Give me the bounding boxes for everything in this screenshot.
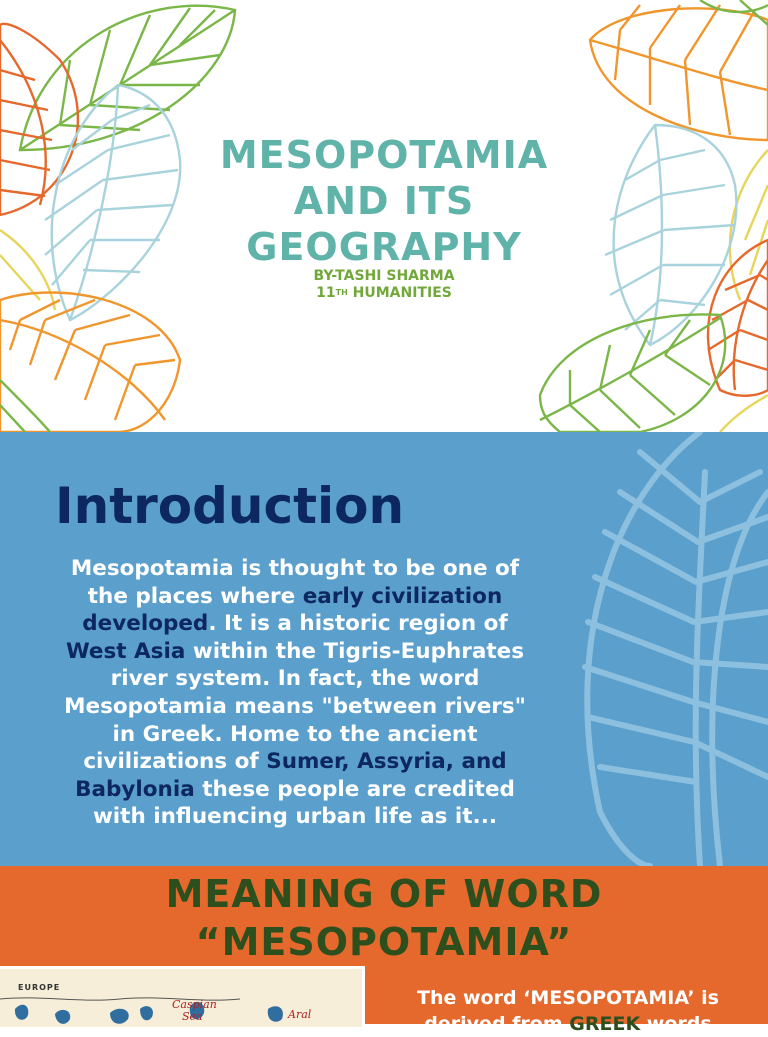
intro-text: these people are credited with influencing urban life as it... <box>92 776 515 830</box>
meaning-highlight: GREEK <box>569 1013 641 1035</box>
map-label-sea: Sea <box>182 1010 203 1023</box>
intro-highlight: West Asia <box>65 638 186 664</box>
meaning-body <box>378 985 758 1037</box>
class-superscript: TH <box>335 288 348 297</box>
meaning-text: words <box>640 1013 712 1035</box>
intro-highlight: Sumer, Assyria, and Babylonia <box>75 749 507 802</box>
meaning-heading-line: “MESOPOTAMIA” <box>195 920 573 964</box>
title-line: AND ITS <box>293 179 475 223</box>
author-name: BY-TASHI SHARMA <box>313 268 455 284</box>
presentation-title <box>184 132 584 270</box>
intro-text: Mesopotamia is thought to be one of the places where <box>70 556 520 609</box>
meaning-heading-line: MEANING OF WORD <box>165 872 603 916</box>
title-line: GEOGRAPHY <box>246 225 522 269</box>
map-label-europe: EUROPE <box>18 983 61 992</box>
meaning-heading <box>0 870 768 966</box>
map-label-caspian: Caspian <box>172 998 217 1011</box>
intro-text: within the Tigris-Euphrates river system. In fact, the word Mesopotamia means "between rivers" in Greek. Home to the ancient civilizations of <box>64 638 526 775</box>
introduction-heading: Introduction <box>55 477 405 535</box>
class-label <box>234 285 534 302</box>
intro-text: . It is a historic region of <box>208 611 508 637</box>
class-stream: HUMANITIES <box>347 285 452 301</box>
title-line: MESOPOTAMIA <box>219 133 549 177</box>
region-map <box>0 966 365 1027</box>
introduction-body <box>50 555 540 831</box>
title-slide <box>0 0 768 432</box>
meaning-text: The word ‘MESOPOTAMIA’ is derived from <box>417 987 719 1035</box>
map-label-aral: Aral <box>288 1008 312 1021</box>
presentation-subtitle <box>234 268 534 302</box>
intro-highlight: early civilization developed <box>82 583 503 637</box>
class-number: 11 <box>316 285 336 301</box>
